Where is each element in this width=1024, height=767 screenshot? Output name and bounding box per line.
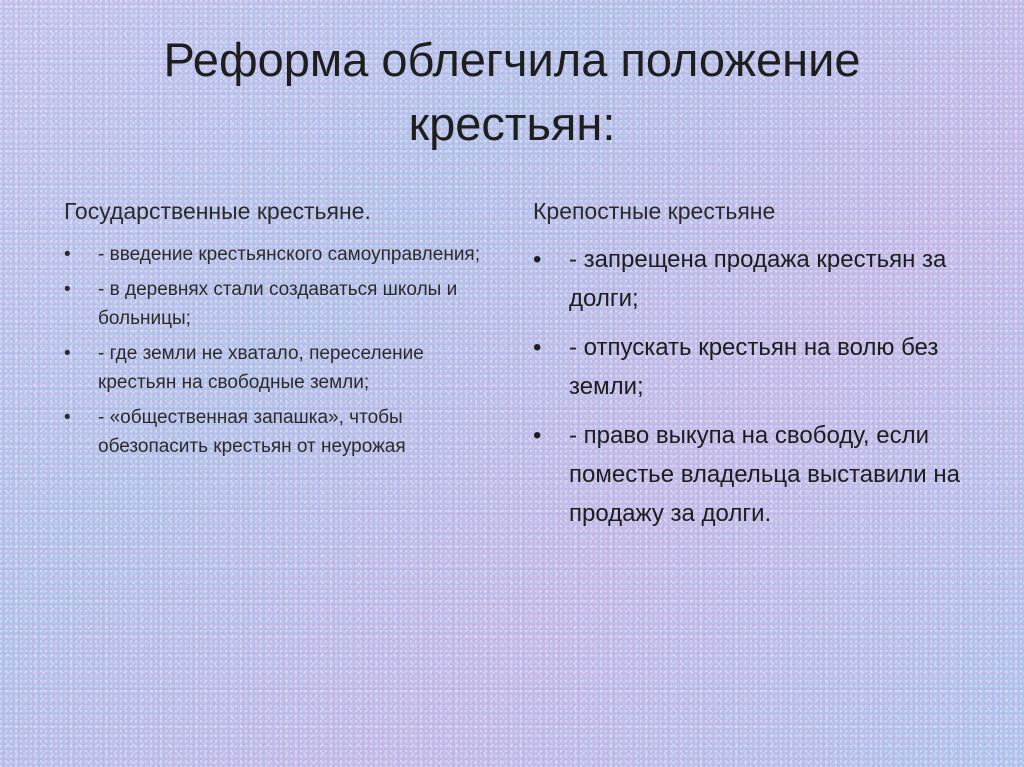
list-item-text: - право выкупа на свободу, если поместье владельца выставили на продажу за долги.	[569, 422, 960, 527]
list-item	[64, 240, 494, 269]
right-column	[533, 196, 973, 543]
slide-title: Реформа облегчила положение крестьян:	[163, 33, 861, 150]
right-bullet-list	[533, 240, 973, 533]
list-item-text: - введение крестьянского самоуправления;	[98, 244, 481, 265]
list-item	[64, 403, 494, 461]
list-item-text: - «общественная запашка», чтобы обезопасить крестьян от неурожая	[98, 407, 406, 457]
list-item-text: - запрещена продажа крестьян за долги;	[569, 246, 947, 312]
right-column-heading: Крепостные крестьяне	[533, 198, 776, 224]
bullet-icon: •	[64, 244, 71, 265]
list-item	[533, 416, 973, 533]
bullet-icon: •	[533, 246, 542, 273]
list-item	[64, 275, 494, 333]
list-item	[64, 339, 494, 397]
bullet-icon: •	[533, 334, 542, 361]
list-item	[533, 328, 973, 406]
left-column	[64, 196, 494, 467]
left-bullet-list	[64, 240, 494, 461]
bullet-icon: •	[64, 343, 71, 364]
bullet-icon: •	[64, 407, 71, 428]
list-item-text: - где земли не хватало, переселение крестьян на свободные земли;	[98, 343, 424, 393]
list-item-text: - отпускать крестьян на волю без земли;	[569, 334, 939, 400]
list-item	[533, 240, 973, 318]
bullet-icon: •	[64, 279, 71, 300]
list-item-text: - в деревнях стали создаваться школы и больницы;	[98, 279, 458, 329]
bullet-icon: •	[533, 422, 542, 449]
left-column-heading: Государственные крестьяне.	[64, 198, 371, 224]
